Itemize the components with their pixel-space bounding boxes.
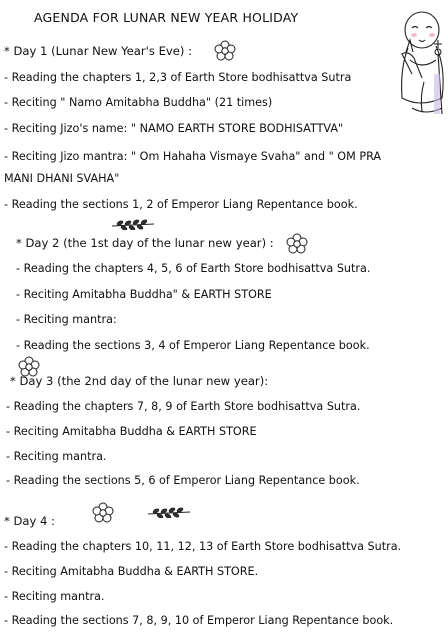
- day-2-item: - Reciting Amitabha Buddha" & EARTH STORE: [16, 288, 272, 301]
- day-1-item: MANI DHANI SVAHA": [4, 172, 120, 185]
- day-2-item: - Reading the sections 3, 4 of Emperor Liang Repentance book.: [16, 339, 370, 352]
- day-4-heading: * Day 4 :: [4, 514, 56, 528]
- leaf-sprig-icon: [110, 218, 156, 230]
- flower-icon: [214, 40, 236, 62]
- day-2-item: - Reading the chapters 4, 5, 6 of Earth Store bodhisattva Sutra.: [16, 262, 371, 275]
- day-3-item: - Reading the sections 5, 6 of Emperor Liang Repentance book.: [6, 474, 360, 487]
- jizo-monk-illustration: [394, 4, 448, 132]
- day-1-item: - Reciting Jizo's name: " NAMO EARTH STORE BODHISATTVA": [4, 122, 344, 135]
- flower-icon: [92, 502, 114, 524]
- day-4-item: - Reciting Amitabha Buddha & EARTH STORE.: [4, 565, 259, 578]
- day-1-item: - Reciting " Namo Amitabha Buddha" (21 times): [4, 96, 273, 109]
- day-1-item: - Reading the sections 1, 2 of Emperor Liang Repentance book.: [4, 198, 358, 211]
- day-2-item: - Reciting mantra:: [16, 313, 117, 326]
- day-3-heading: * Day 3 (the 2nd day of the lunar new year):: [10, 374, 269, 388]
- day-4-item: - Reading the sections 7, 8, 9, 10 of Emperor Liang Repentance book.: [4, 614, 394, 627]
- day-3-item: - Reciting Amitabha Buddha & EARTH STORE: [6, 425, 257, 438]
- flower-icon: [286, 233, 308, 255]
- leaf-sprig-icon: [146, 506, 192, 518]
- day-3-item: - Reading the chapters 7, 8, 9 of Earth Store bodhisattva Sutra.: [6, 400, 361, 413]
- day-1-item: - Reading the chapters 1, 2,3 of Earth Store bodhisattva Sutra: [4, 71, 352, 84]
- day-3-item: - Reciting mantra.: [6, 450, 107, 463]
- day-1-heading: * Day 1 (Lunar New Year's Eve) :: [4, 44, 193, 58]
- day-1-item: - Reciting Jizo mantra: " Om Hahaha Vismaye Svaha" and " OM PRA: [4, 150, 382, 163]
- day-4-item: - Reciting mantra.: [4, 590, 105, 603]
- day-2-heading: * Day 2 (the 1st day of the lunar new year) :: [16, 236, 274, 250]
- page-title: AGENDA FOR LUNAR NEW YEAR HOLIDAY: [34, 10, 299, 25]
- day-4-item: - Reading the chapters 10, 11, 12, 13 of Earth Store bodhisattva Sutra.: [4, 540, 402, 553]
